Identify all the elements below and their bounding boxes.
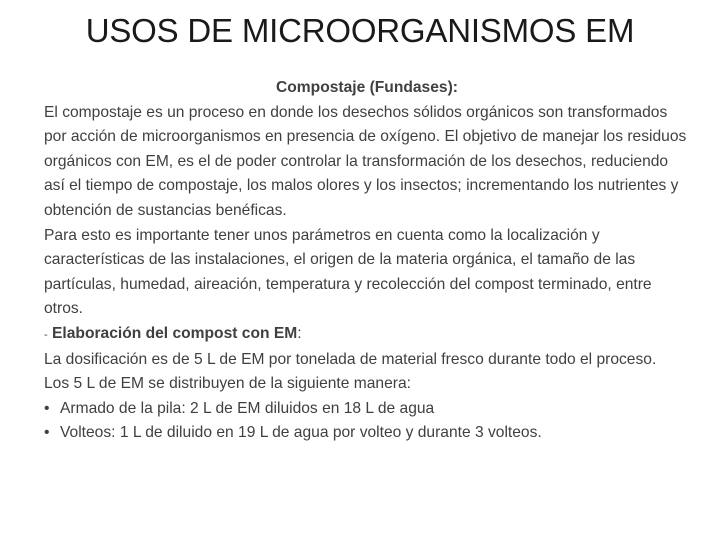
bullet-icon: • — [44, 399, 50, 417]
paragraph-compostaje-definition: El compostaje es un proceso en donde los desechos sólidos orgánicos son transformados por acción de microorganismos en presencia de oxígeno. El objetivo de manejar los residuos orgánicos con EM, es el de poder controlar la transformación de los desechos, reduciendo así el tiempo de compostaje, los malos olores y los insectos; incrementando los nutrientes y obtención de sustancias benéficas. — [44, 103, 687, 219]
section-heading: Elaboración del compost con EM — [52, 324, 298, 342]
bullet-icon: • — [44, 424, 50, 442]
bullet-text: Volteos: 1 L de diluido en 19 L de agua por volteo y durante 3 volteos. — [60, 424, 542, 442]
bullet-item-armado — [44, 397, 690, 422]
bullet-text: Armado de la pila: 2 L de EM diluidos en 18 L de agua — [60, 399, 435, 417]
paragraph-distribution: Los 5 L de EM se distribuyen de la siguiente manera: — [44, 375, 411, 393]
paragraph-parameters: Para esto es importante tener unos parámetros en cuenta como la localización y características de las instalaciones, el origen de la materia orgánica, el tamaño de las partículas, humedad, aireación, temperatura y recolección del compost terminado, entre otros. — [44, 226, 652, 318]
dash-marker: - — [44, 328, 48, 341]
section-heading-colon: : — [297, 324, 302, 342]
bullet-item-volteos — [44, 421, 690, 446]
section-heading-line — [44, 322, 690, 348]
slide-title: USOS DE MICROORGANISMOS EM — [85, 12, 635, 49]
subheading: Compostaje (Fundases): — [276, 79, 458, 96]
slide-body — [44, 76, 690, 446]
paragraph-dosage: La dosificación es de 5 L de EM por tonelada de material fresco durante todo el proceso. — [44, 350, 657, 368]
